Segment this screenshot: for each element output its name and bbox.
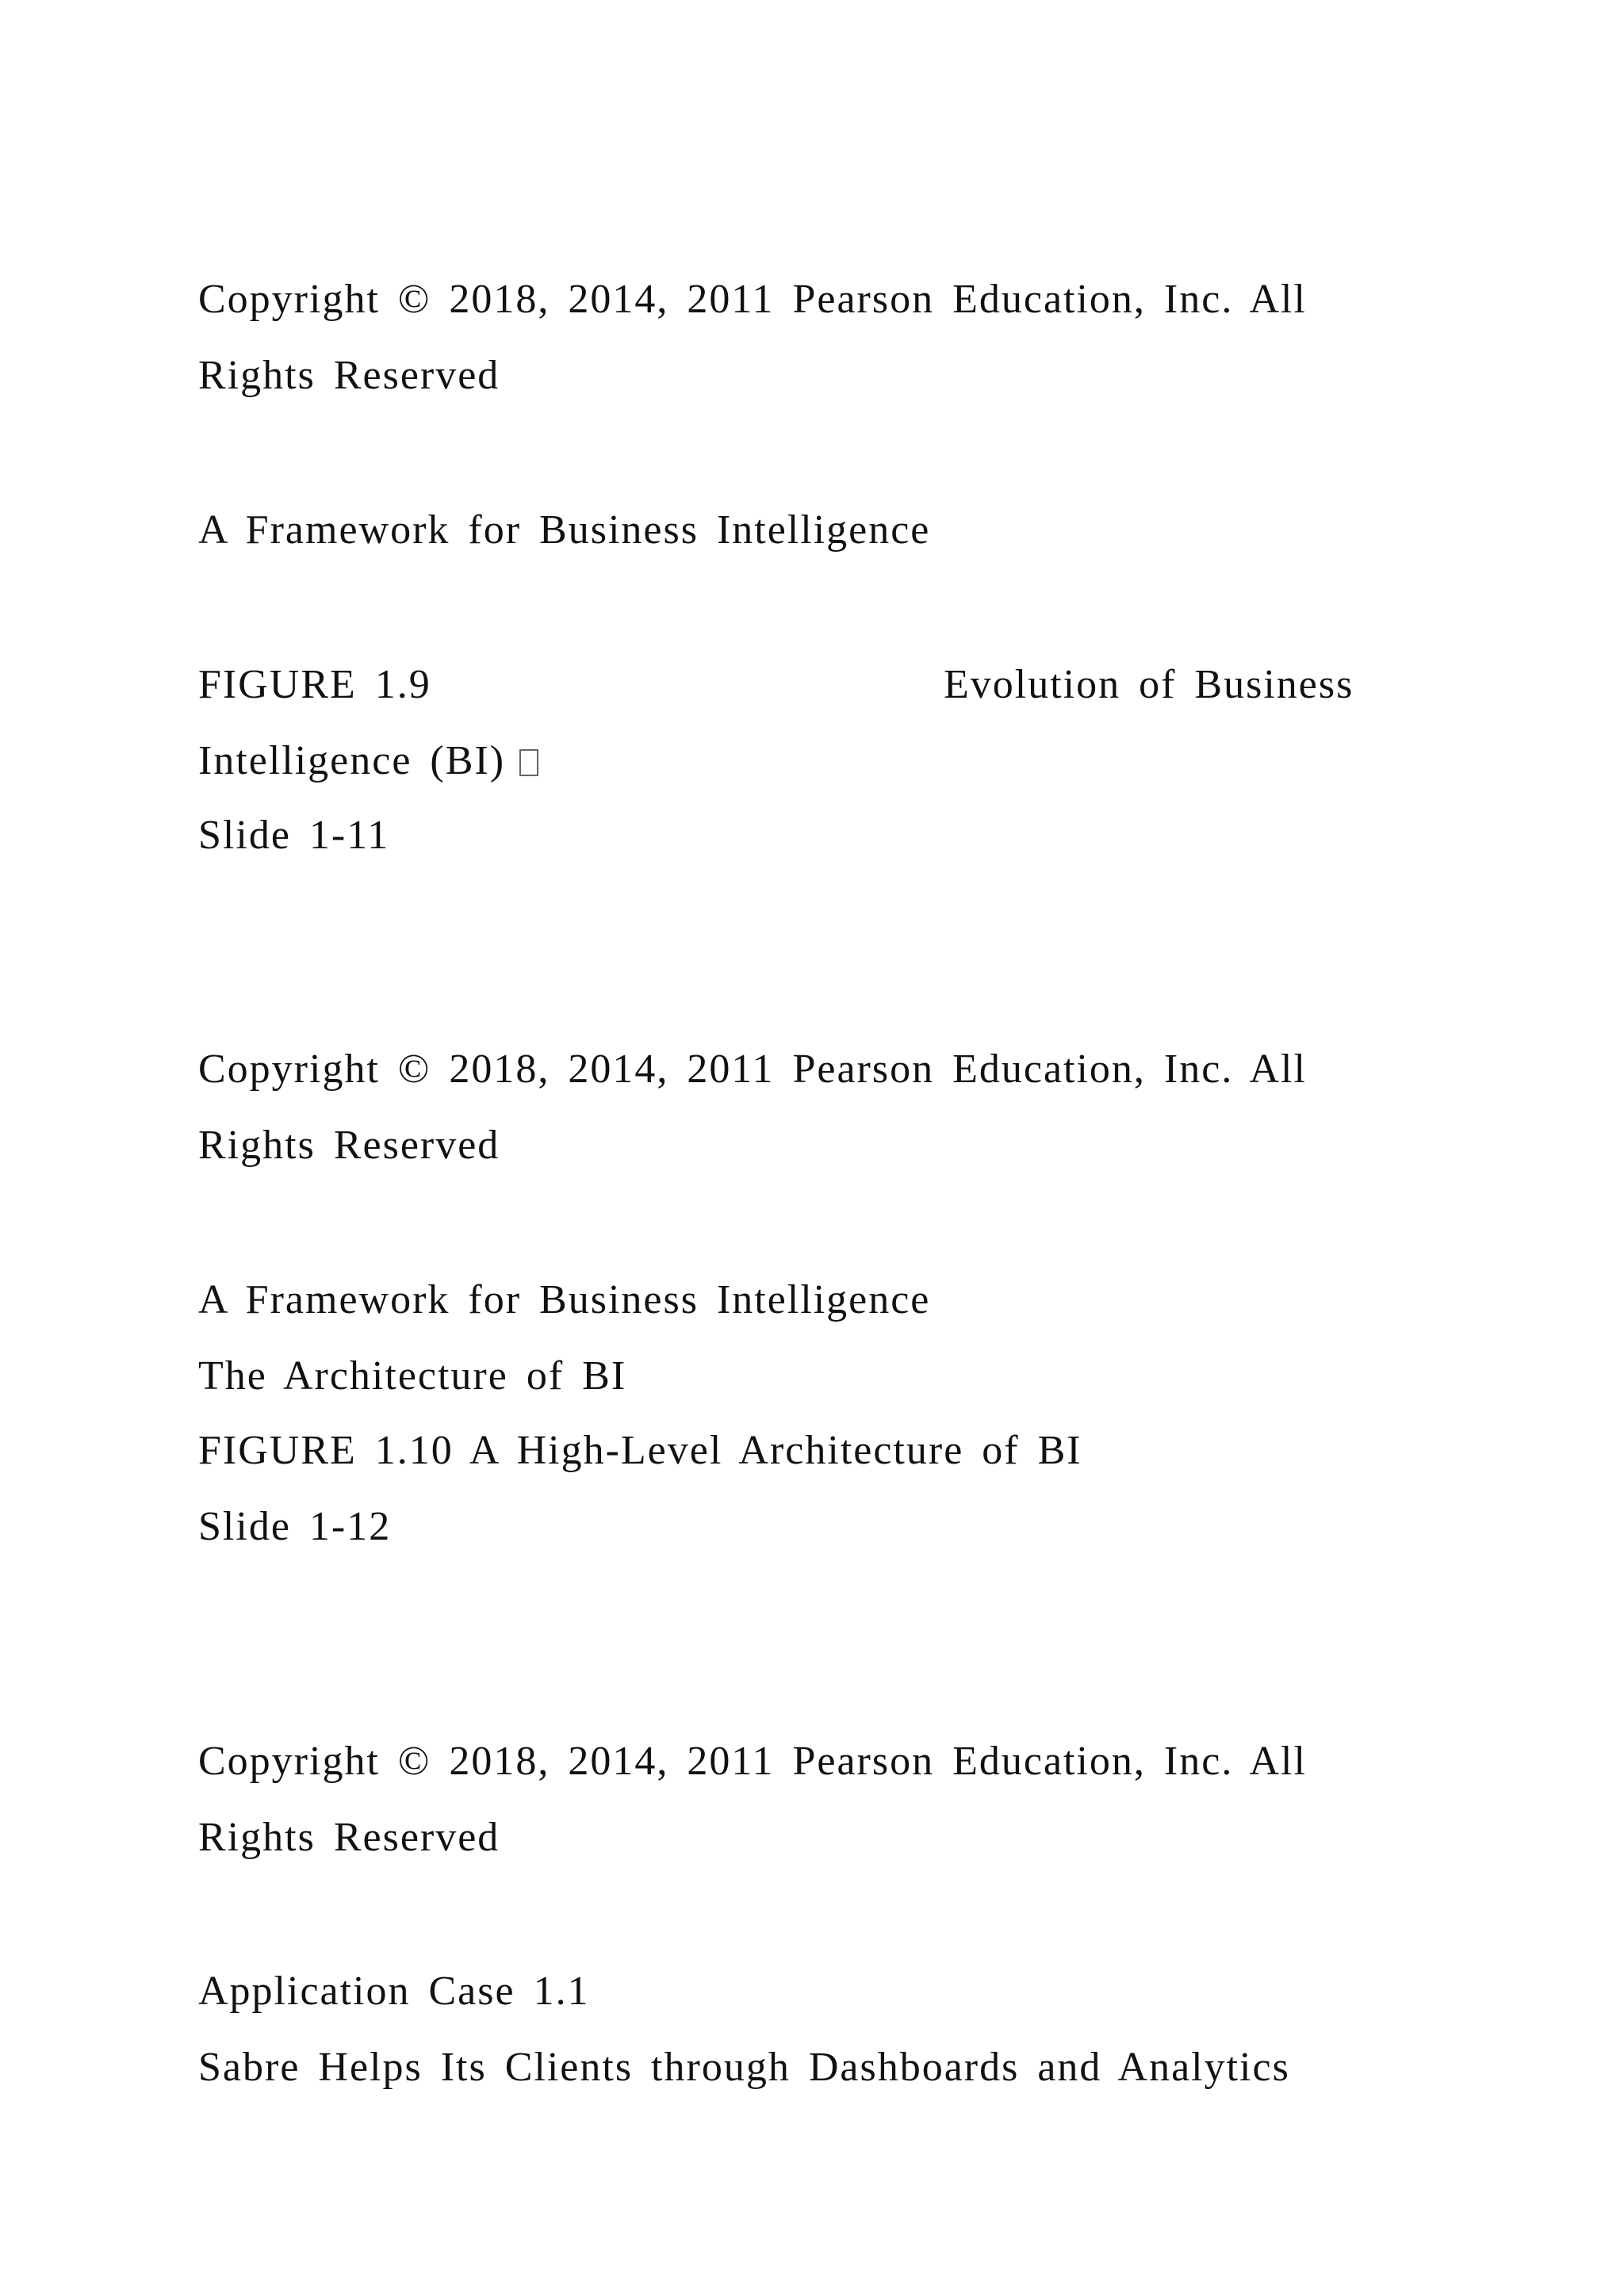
copyright-line-continued: Rights Reserved	[198, 1123, 500, 1168]
section-heading: A Framework for Business Intelligence	[198, 507, 931, 553]
section-heading: A Framework for Business Intelligence	[198, 1277, 931, 1322]
slide-number: Slide 1-12	[198, 1504, 392, 1549]
figure-title-text: Intelligence (BI)	[198, 738, 506, 783]
slide-number: Slide 1-11	[198, 813, 390, 858]
case-label: Application Case 1.1	[198, 1969, 590, 2014]
section-subheading: The Architecture of BI	[198, 1353, 627, 1399]
copyright-line: Copyright © 2018, 2014, 2011 Pearson Education, Inc. All	[198, 1739, 1307, 1784]
figure-caption: FIGURE 1.10 A High-Level Architecture of BI	[198, 1428, 1082, 1473]
case-title: Sabre Helps Its Clients through Dashboards and Analytics	[198, 2045, 1290, 2090]
figure-title-continued	[198, 740, 538, 782]
copyright-line-continued: Rights Reserved	[198, 1815, 500, 1860]
copyright-line: Copyright © 2018, 2014, 2011 Pearson Education, Inc. All	[198, 1047, 1307, 1092]
copyright-line-continued: Rights Reserved	[198, 353, 500, 398]
figure-label: FIGURE 1.9	[198, 662, 431, 707]
figure-title: Evolution of Business	[944, 662, 1354, 707]
copyright-line: Copyright © 2018, 2014, 2011 Pearson Education, Inc. All	[198, 277, 1307, 322]
missing-glyph-icon	[519, 749, 538, 776]
